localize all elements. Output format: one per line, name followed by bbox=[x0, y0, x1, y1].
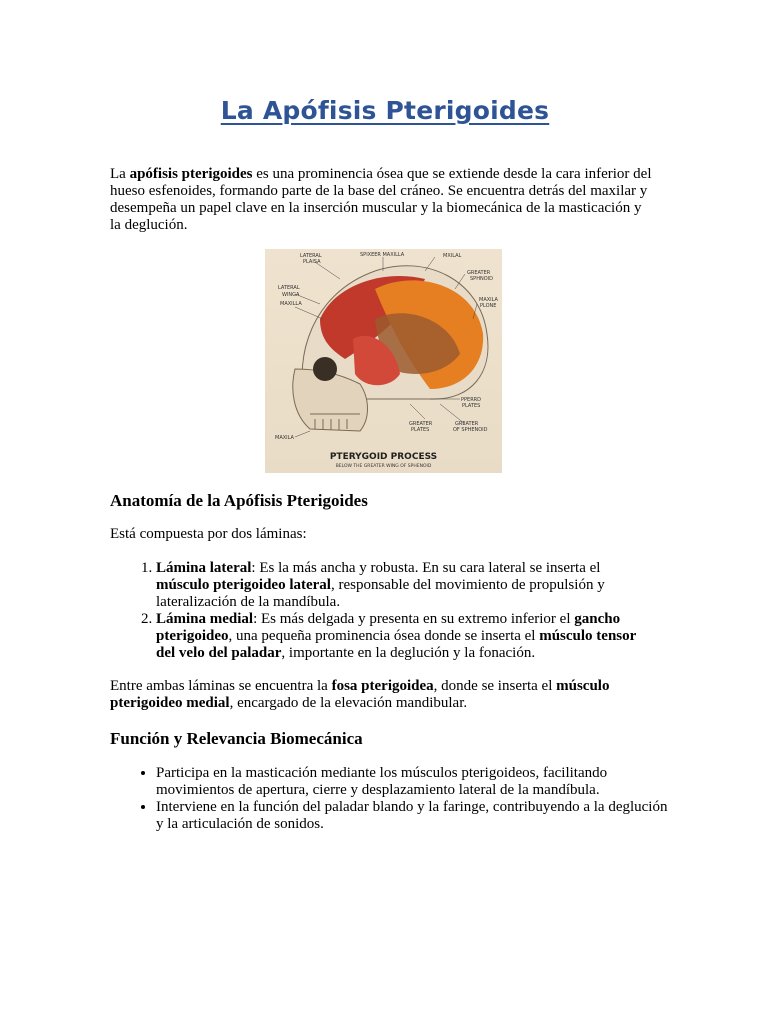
fosa-text: , donde se inserta el bbox=[433, 678, 557, 694]
page-title: La Apófisis Pterigoides bbox=[220, 96, 550, 125]
figure-caption: PTERYGOID PROCESS bbox=[329, 452, 438, 462]
label-greater: GREATER bbox=[467, 270, 491, 276]
label-sphnoid: SPHNOID bbox=[470, 276, 493, 282]
label-maxilla-left: MAXILLA bbox=[280, 301, 302, 307]
item-bold: músculo tensor del velo del paladar bbox=[156, 628, 637, 661]
item-text: : Es más delgada y presenta en su extremo inferior el bbox=[253, 611, 575, 627]
fosa-bold: fosa pterigoidea bbox=[331, 678, 434, 694]
item-text: , importante en la deglución y la fonación. bbox=[281, 645, 536, 661]
function-list bbox=[110, 765, 671, 833]
label-lateral-winga: LATERAL bbox=[278, 285, 300, 291]
label-lateral-plaisa: LATERAL bbox=[300, 253, 322, 259]
label-mxilal: MXILAL bbox=[443, 253, 462, 259]
intro-lead: La bbox=[110, 166, 130, 182]
label-lateral-winga-2: WINGA bbox=[282, 292, 300, 298]
intro-term: apófisis pterigoides bbox=[129, 166, 253, 182]
section-heading-function: Función y Relevancia Biomecánica bbox=[110, 729, 363, 748]
list-item: • Interviene en la función del paladar blando y la faringe, contribuyendo a la deglución y la articulación de sonidos. bbox=[156, 799, 671, 833]
intro-paragraph bbox=[110, 166, 655, 234]
label-greater-plates-2: PLATES bbox=[411, 427, 430, 433]
label-maxila-bottom: MAXILA bbox=[275, 435, 294, 441]
fosa-bold: músculo pterigoideo medial bbox=[110, 678, 610, 711]
label-spixeer-maxilla: SPIXEER MAXILLA bbox=[360, 252, 405, 258]
label-pperrd: PPERRD bbox=[461, 397, 481, 403]
item-bold: gancho pterigoideo bbox=[156, 611, 621, 644]
pterygoid-illustration bbox=[265, 249, 502, 473]
skull-anatomy-image bbox=[265, 249, 502, 473]
list-item: • Participa en la masticación mediante los músculos pterigoideos, facilitando movimientos de apertura, cierre y desplazamiento lateral de la mandíbula. bbox=[156, 765, 671, 799]
intro-rest: es una prominencia ósea que se extiende desde la cara inferior del hueso esfenoides, formando parte de la base del cráneo. Se encuentra detrás del maxilar y desempeña un papel clave en la inserción muscular y la biomecánica de la masticación y la deglución. bbox=[110, 166, 652, 233]
section-heading-anatomy: Anatomía de la Apófisis Pterigoides bbox=[110, 491, 368, 510]
label-lateral-plaisa-2: PLAISA bbox=[303, 259, 321, 265]
list-item bbox=[156, 611, 656, 662]
fosa-text: , encargado de la elevación mandibular. bbox=[229, 695, 468, 711]
fosa-text: Entre ambas láminas se encuentra la bbox=[110, 678, 332, 694]
label-maxila-plone-2: PLONE bbox=[480, 303, 497, 309]
fosa-paragraph bbox=[110, 678, 650, 712]
composition-paragraph: Está compuesta por dos láminas: bbox=[110, 526, 307, 542]
laminas-list bbox=[110, 560, 656, 662]
item-bold: músculo pterigoideo lateral bbox=[156, 577, 331, 593]
list-item bbox=[156, 560, 656, 611]
item-text: , una pequeña prominencia ósea donde se inserta el bbox=[228, 628, 540, 644]
item-text: : Es la más ancha y robusta. En su cara lateral se inserta el bbox=[251, 560, 601, 576]
item-term: Lámina medial bbox=[156, 611, 254, 627]
figure-subcaption: BELOW THE GREATER WING OF SPHENOID bbox=[335, 464, 432, 469]
label-greater-sphenoid: GREATER bbox=[455, 421, 479, 427]
eye-socket-shape bbox=[313, 357, 337, 381]
item-text: , responsable del movimiento de propulsión y lateralización de la mandíbula. bbox=[156, 577, 605, 610]
label-maxila-plone: MAXILA bbox=[479, 297, 498, 303]
item-term: Lámina lateral bbox=[156, 560, 252, 576]
label-greater-plates: GREATER bbox=[409, 421, 433, 427]
label-plates: PLATES bbox=[462, 403, 481, 409]
label-greater-sphenoid-2: OF SPHENOID bbox=[453, 427, 488, 433]
